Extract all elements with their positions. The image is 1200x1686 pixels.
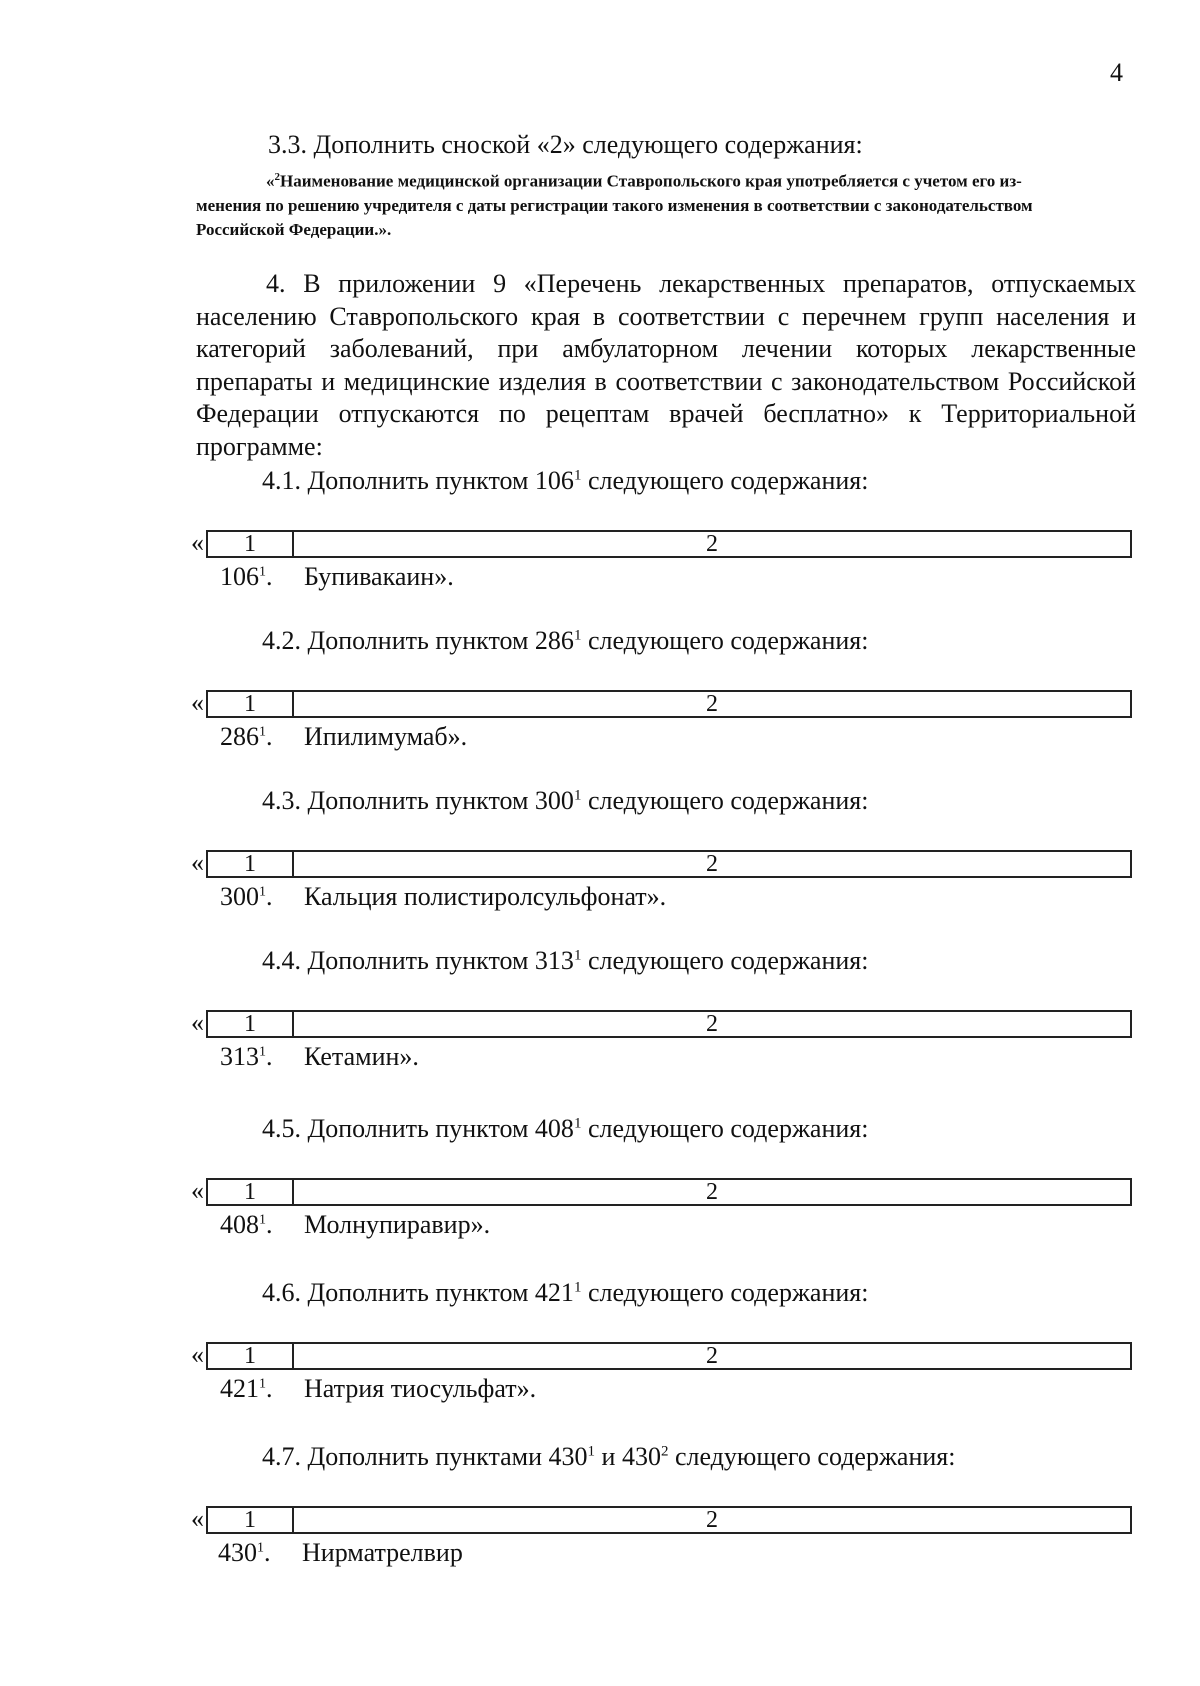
- footnote-text: [196, 165, 1136, 242]
- table-open-quote: «: [191, 1504, 204, 1533]
- column-header-table: [206, 690, 1132, 718]
- footnote-line-2: менения по решению учредителя с даты регистрации такого изменения в соответствии с законодательством: [196, 195, 1033, 215]
- column-header-table: [206, 1010, 1132, 1038]
- table-open-quote: «: [191, 528, 204, 557]
- column-1-header: 1: [208, 1012, 294, 1036]
- list-entry: $106^1$. Бупивакаин».: [220, 562, 454, 591]
- table-open-quote: «: [191, 1176, 204, 1205]
- list-entry: $286^1$. Ипилимумаб».: [220, 722, 468, 751]
- column-2-header: 2: [706, 1179, 718, 1205]
- footnote-open-quote: «: [266, 171, 275, 191]
- column-2-header: 2: [706, 1507, 718, 1533]
- section-4-paragraph: [196, 268, 1136, 463]
- list-entry: $408^1$. Молнупиравир».: [220, 1210, 491, 1239]
- column-1-header: 1: [208, 532, 294, 556]
- column-1-header: 1: [208, 1344, 294, 1368]
- column-1-header: 1: [208, 1180, 294, 1204]
- list-entry: $430^1$. Нирматрелвир: [218, 1538, 463, 1567]
- column-2-header: 2: [706, 691, 718, 717]
- column-1-header: 1: [208, 692, 294, 716]
- footnote-line-3: Российской Федерации.».: [196, 219, 392, 239]
- list-entry: $300^1$. Кальция полистиролсульфонат».: [220, 882, 667, 911]
- item-heading: 4.2. Дополнить пунктом $286^1$ следующего содержания:: [262, 626, 869, 655]
- table-open-quote: «: [191, 688, 204, 717]
- table-open-quote: «: [191, 1008, 204, 1037]
- item-heading: 4.1. Дополнить пунктом $106^1$ следующего содержания:: [262, 466, 869, 495]
- footnote-text-1: Наименование медицинской организации Ставропольского края употребляется с учетом его из-: [280, 171, 1022, 191]
- item-heading: 4.6. Дополнить пунктом $421^1$ следующего содержания:: [262, 1278, 869, 1307]
- table-open-quote: «: [191, 848, 204, 877]
- column-header-table: [206, 1342, 1132, 1370]
- column-header-table: [206, 1178, 1132, 1206]
- column-header-table: [206, 850, 1132, 878]
- list-entry: $313^1$. Кетамин».: [220, 1042, 419, 1071]
- section-4-text: 4. В приложении 9 «Перечень лекарственных препаратов, отпускаемых населению Ставропольского края в соответствии с перечнем групп населения и категорий заболеваний, при амбулаторном лечении которых лекарственные препараты и медицинские изделия в соответствии с законодательством Российской Федерации отпускаются по рецептам врачей бесплатно» к Территориальной программе:: [196, 269, 1136, 461]
- column-2-header: 2: [706, 531, 718, 557]
- column-header-table: [206, 1506, 1132, 1534]
- column-2-header: 2: [706, 1343, 718, 1369]
- item-heading: 4.7. Дополнить пунктами $430^1$ и $430^2$ следующего содержания:: [262, 1442, 956, 1471]
- list-entry: $421^1$. Натрия тиосульфат».: [220, 1374, 537, 1403]
- footnote-line-1: [196, 165, 1136, 194]
- item-heading: 4.3. Дополнить пунктом $300^1$ следующего содержания:: [262, 786, 869, 815]
- footnote-superscript: 2: [274, 171, 280, 183]
- page-number: 4: [1110, 58, 1123, 87]
- section-3-3-heading: 3.3. Дополнить сноской «2» следующего содержания:: [268, 130, 863, 159]
- column-1-header: 1: [208, 1508, 294, 1532]
- column-2-header: 2: [706, 1011, 718, 1037]
- column-1-header: 1: [208, 852, 294, 876]
- item-heading: 4.5. Дополнить пунктом $408^1$ следующего содержания:: [262, 1114, 869, 1143]
- column-header-table: [206, 530, 1132, 558]
- item-heading: 4.4. Дополнить пунктом $313^1$ следующего содержания:: [262, 946, 869, 975]
- table-open-quote: «: [191, 1340, 204, 1369]
- column-2-header: 2: [706, 851, 718, 877]
